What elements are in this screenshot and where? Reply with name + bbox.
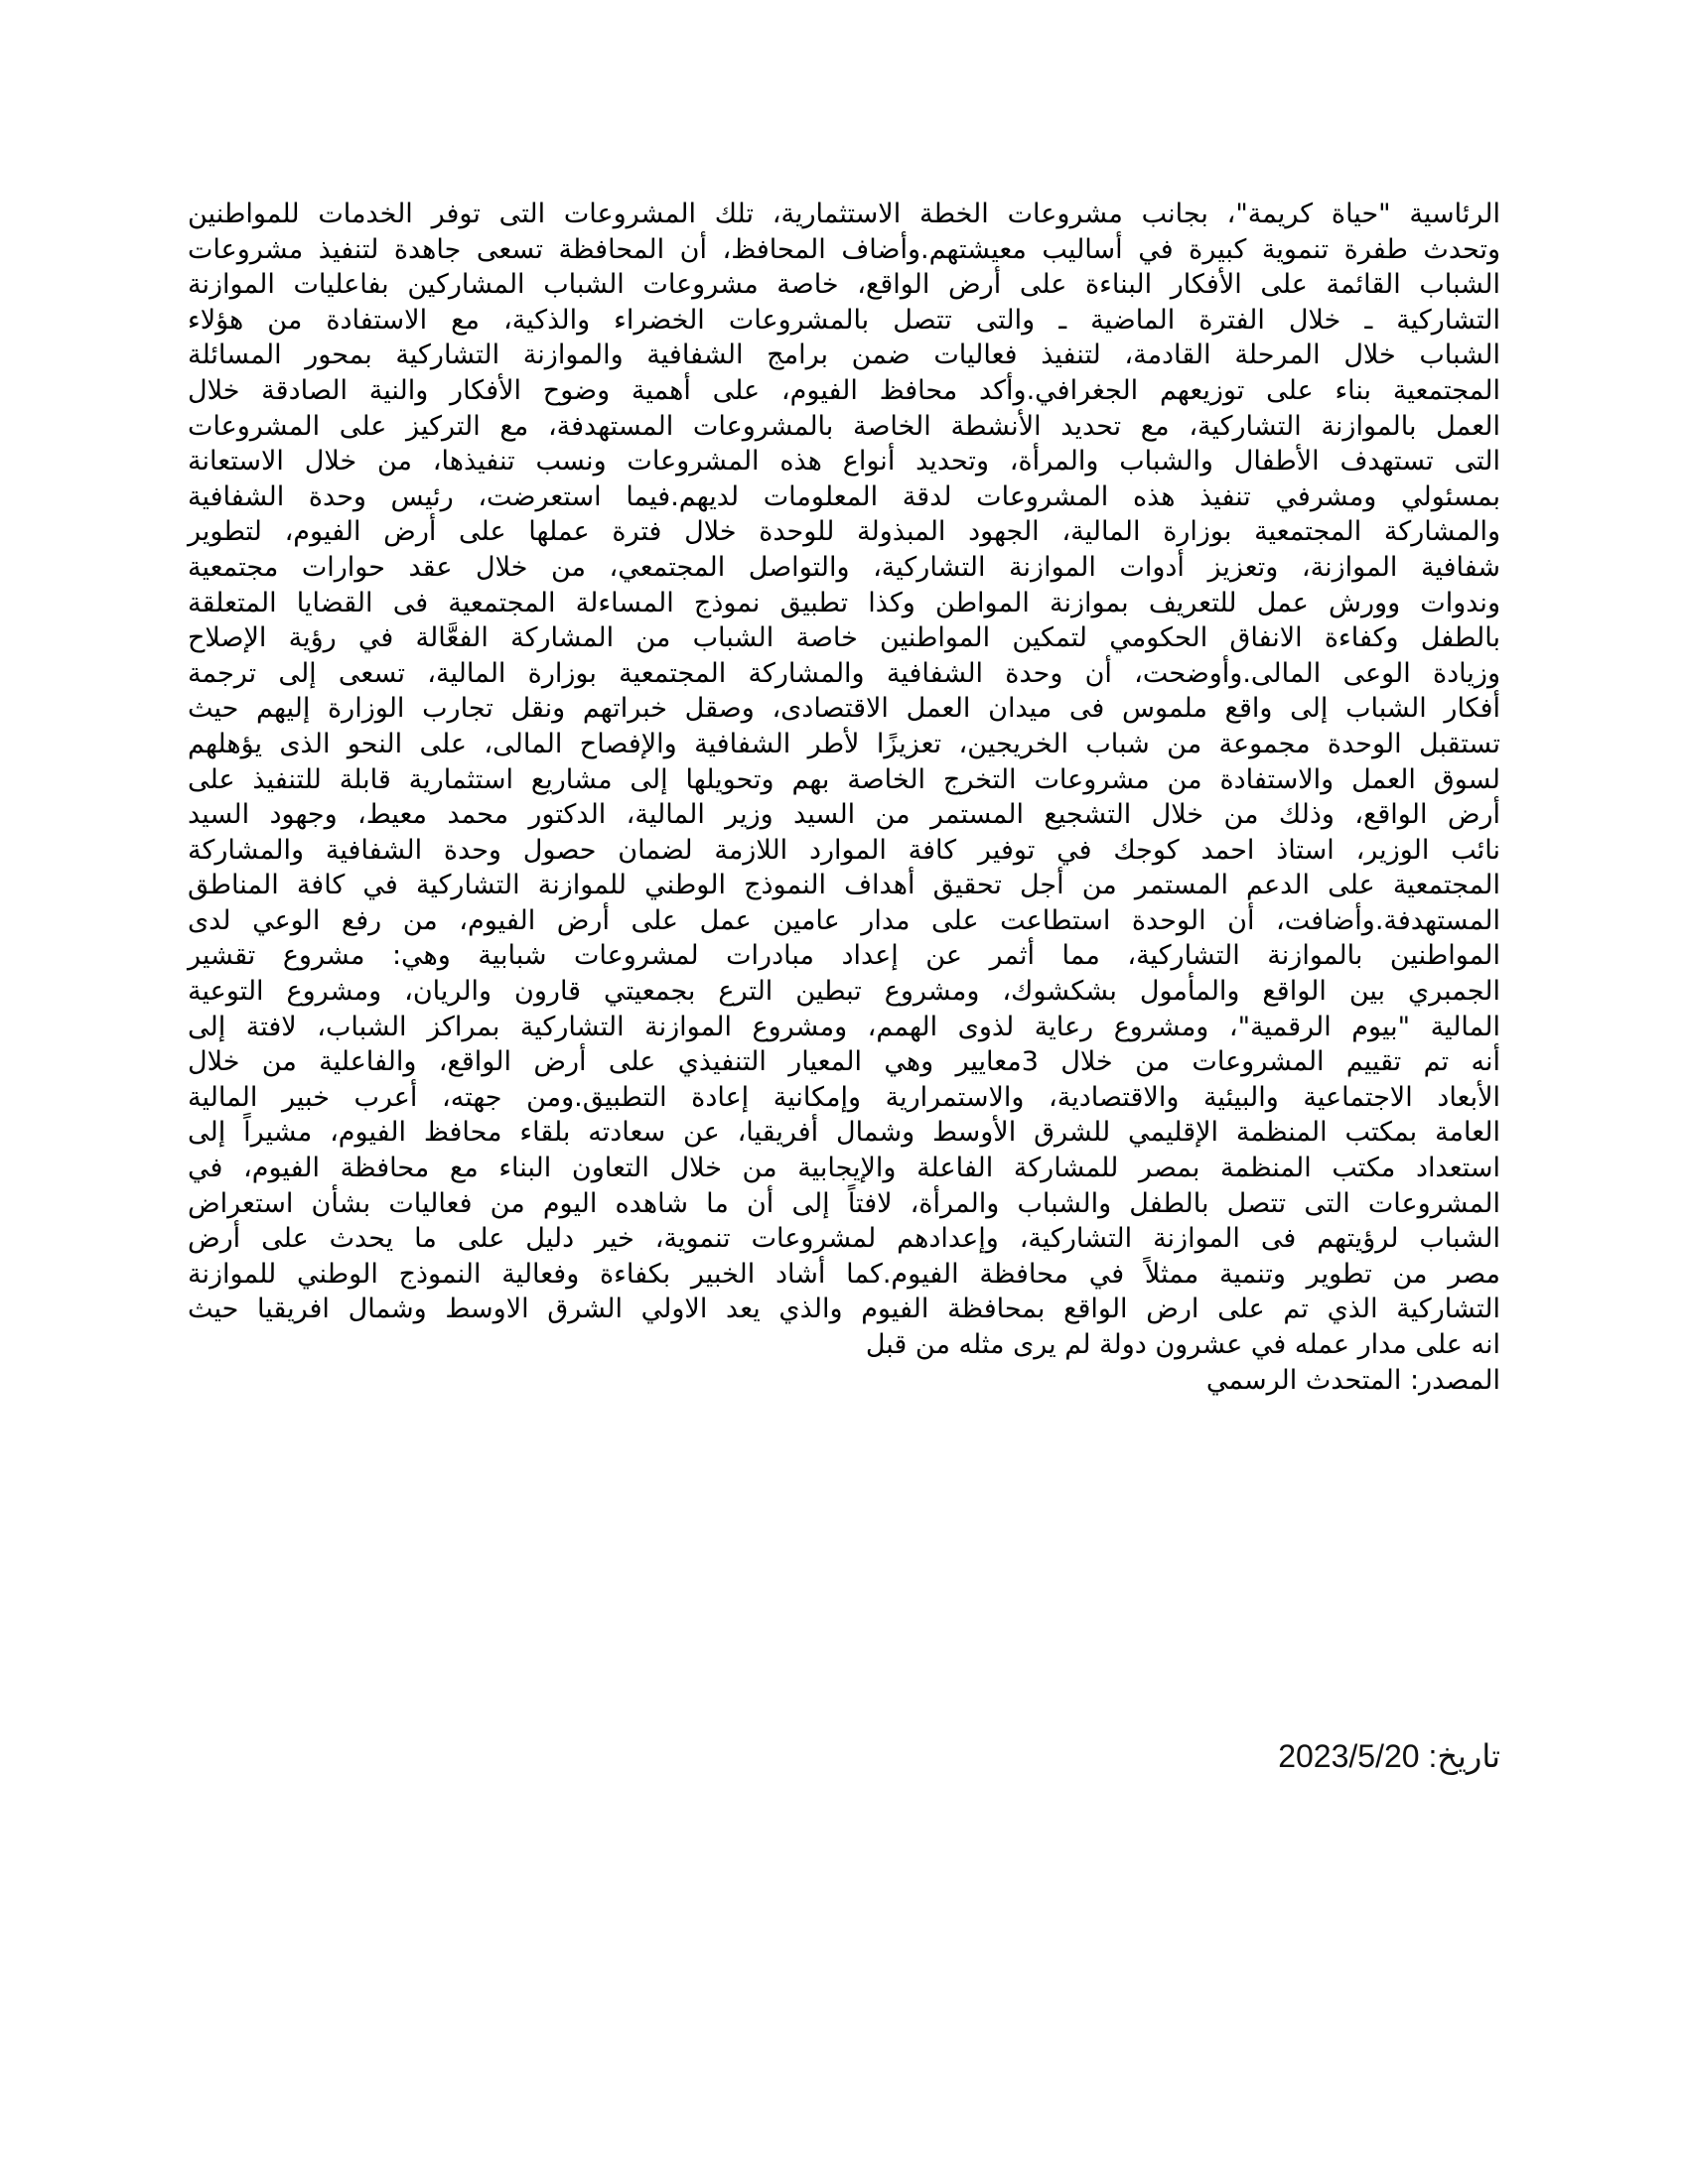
body-text-line: الشباب القائمة على الأفكار البناءة على أرض الواقع، خاصة مشروعات الشباب المشاركين بفاعليات الموازنة bbox=[188, 269, 1500, 301]
body-text-line: بالطفل وكفاءة الانفاق الحكومي لتمكين المواطنين خاصة الشباب من المشاركة الفعَّالة في رؤية الإصلاح bbox=[188, 622, 1500, 654]
body-text-line: نائب الوزير، استاذ احمد كوجك في توفير كافة الموارد اللازمة لضمان حصول وحدة الشفافية والمشاركة bbox=[188, 834, 1500, 866]
body-text-line: انه على مدار عمله في عشرون دولة لم يرى مثله من قبل bbox=[865, 1329, 1500, 1360]
body-text-line: أنه تم تقييم المشروعات من خلال 3معايير وهي المعيار التنفيذي على أرض الواقع، والفاعلية من خلال bbox=[188, 1046, 1500, 1078]
body-text-line: العامة بمكتب المنظمة الإقليمي للشرق الأوسط وشمال أفريقيا، عن سعادته بلقاء محافظ الفيوم، مشيراً إلى bbox=[188, 1117, 1500, 1149]
body-text-line: الرئاسية "حياة كريمة"، بجانب مشروعات الخطة الاستثمارية، تلك المشروعات التى توفر الخدمات للمواطنين bbox=[188, 199, 1500, 229]
body-text-line: والمشاركة المجتمعية بوزارة المالية، الجهود المبذولة للوحدة خلال فترة عملها على أرض الفيوم، لتطوير bbox=[188, 516, 1500, 548]
body-text-line: الشباب خلال المرحلة القادمة، لتنفيذ فعاليات ضمن برامج الشفافية والموازنة التشاركية بمحور المسائلة bbox=[188, 340, 1500, 371]
body-text-line: وتحدث طفرة تنموية كبيرة في أساليب معيشتهم.وأضاف المحافظ، أن المحافظة تسعى جاهدة لتنفيذ مشروعات bbox=[188, 233, 1500, 265]
body-text-line: شفافية الموازنة، وتعزيز أدوات الموازنة التشاركية، والتواصل المجتمعي، من خلال عقد حوارات مجتمعية bbox=[188, 551, 1500, 583]
body-text-line: وندوات وورش عمل للتعريف بموازنة المواطن وكذا تطبيق نموذج المساءلة المجتمعية فى القضايا المتعلقة bbox=[188, 587, 1500, 618]
body-text-line: أرض الواقع، وذلك من خلال التشجيع المستمر من السيد وزير المالية، الدكتور محمد معيط، وجهود السيد bbox=[188, 799, 1500, 831]
source-line: المصدر: المتحدث الرسمي bbox=[1205, 1364, 1500, 1396]
date-label: تاريخ: bbox=[1428, 1738, 1500, 1774]
body-text-line: لسوق العمل والاستفادة من مشروعات التخرج الخاصة بهم وتحويلها إلى مشاريع استثمارية قابلة للتنفيذ على bbox=[188, 763, 1500, 795]
body-text-line: المجتمعية على الدعم المستمر من أجل تحقيق أهداف النموذج الوطني للموازنة التشاركية في كافة المناطق bbox=[188, 870, 1500, 901]
body-text-line: أفكار الشباب إلى واقع ملموس فى ميدان العمل الاقتصادى، وصقل خبراتهم ونقل تجارب الوزارة إليهم حيث bbox=[188, 693, 1500, 725]
body-text-line: الجمبري بين الواقع والمأمول بشكشوك، ومشروع تبطين الترع بجمعيتي قارون والريان، ومشروع التوعية bbox=[188, 976, 1500, 1008]
article-body bbox=[188, 197, 1500, 1398]
body-text-line: العمل بالموازنة التشاركية، مع تحديد الأنشطة الخاصة بالمشروعات المستهدفة، مع التركيز على المشروعات bbox=[188, 410, 1500, 442]
body-text-line: التى تستهدف الأطفال والشباب والمرأة، وتحديد أنواع هذه المشروعات ونسب تنفيذها، من خلال الاستعانة bbox=[188, 446, 1500, 478]
body-text-line: التشاركية الذي تم على ارض الواقع بمحافظة الفيوم والذي يعد الاولي الشرق الاوسط وشمال افريقيا حيث bbox=[188, 1294, 1500, 1325]
body-text-line: الشباب لرؤيتهم فى الموازنة التشاركية، وإعدادهم لمشروعات تنموية، خير دليل على ما يحدث على أرض bbox=[188, 1223, 1500, 1255]
body-text-line: المالية "بيوم الرقمية"، ومشروع رعاية لذوى الهمم، ومشروع الموازنة التشاركية بمراكز الشباب، لافتة إلى bbox=[188, 1011, 1500, 1042]
body-text-line: التشاركية ـ خلال الفترة الماضية ـ والتى تتصل بالمشروعات الخضراء والذكية، مع الاستفادة من هؤلاء bbox=[188, 304, 1500, 336]
body-text-line: المستهدفة.وأضافت، أن الوحدة استطاعت على مدار عامين عمل على أرض الفيوم، من رفع الوعي لدى bbox=[188, 904, 1500, 936]
body-text-line: تستقبل الوحدة مجموعة من شباب الخريجين، تعزيزًا لأطر الشفافية والإفصاح المالى، على النحو الذى يؤهلهم bbox=[188, 728, 1500, 759]
body-text-line: استعداد مكتب المنظمة بمصر للمشاركة الفاعلة والإيجابية من خلال التعاون البناء مع محافظة الفيوم، في bbox=[188, 1153, 1500, 1184]
date-line bbox=[1278, 1737, 1500, 1775]
body-text-line: مصر من تطوير وتنمية ممثلاً في محافظة الفيوم.كما أشاد الخبير بكفاءة وفعالية النموذج الوطني للموازنة bbox=[188, 1258, 1500, 1290]
body-text-line: المشروعات التى تتصل بالطفل والشباب والمرأة، لافتاً إلى أن ما شاهده اليوم من فعاليات بشأن استعراض bbox=[188, 1187, 1500, 1219]
body-text-line: بمسئولي ومشرفي تنفيذ هذه المشروعات لدقة المعلومات لديهم.فيما استعرضت، رئيس وحدة الشفافية bbox=[188, 480, 1500, 512]
body-text-line: الأبعاد الاجتماعية والبيئية والاقتصادية، والاستمرارية وإمكانية إعادة التطبيق.ومن جهته، أعرب خبير المالية bbox=[188, 1081, 1500, 1113]
body-text-line: وزيادة الوعى المالى.وأوضحت، أن وحدة الشفافية والمشاركة المجتمعية بوزارة المالية، تسعى إلى ترجمة bbox=[188, 657, 1500, 689]
body-text-line: المجتمعية بناء على توزيعهم الجغرافي.وأكد محافظ الفيوم، على أهمية وضوح الأفكار والنية الصادقة خلال bbox=[188, 374, 1500, 406]
date-value: 2023/5/20 bbox=[1278, 1738, 1420, 1774]
body-text-line: المواطنين بالموازنة التشاركية، مما أثمر عن إعداد مبادرات لمشروعات شبابية وهي: مشروع تقشير bbox=[188, 940, 1500, 972]
